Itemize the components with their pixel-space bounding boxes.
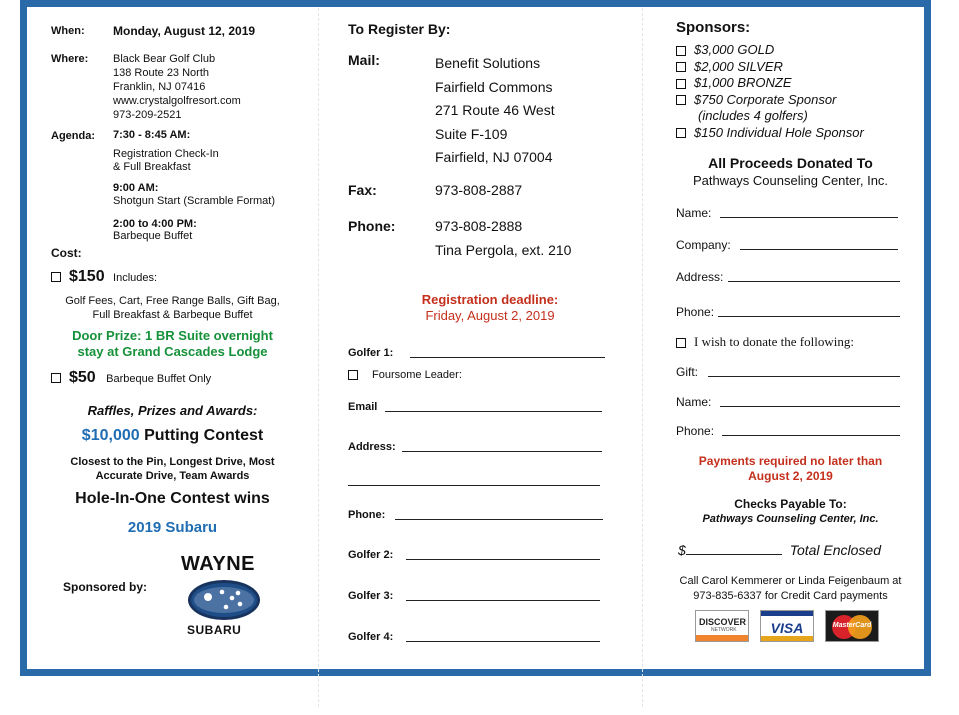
sponsor-level-label: $750 Corporate Sponsor (694, 91, 837, 107)
call-note (668, 574, 913, 604)
foursome-leader-row (348, 369, 462, 381)
venue-street: 138 Route 23 North (113, 67, 210, 79)
donor-phone-label: Phone: (676, 424, 715, 438)
address-input[interactable] (402, 451, 602, 452)
agenda-time-2: 9:00 AM: (113, 182, 159, 194)
contest-line: Accurate Drive, Team Awards (95, 470, 250, 482)
agenda-time-1: 7:30 - 8:45 AM: (113, 129, 191, 141)
golfer2-input[interactable] (406, 559, 600, 560)
donor-name-label: Name: (676, 395, 712, 409)
mail-line: Fairfield Commons (435, 78, 553, 95)
mastercard-icon (825, 610, 879, 642)
sponsor-phone-label: Phone: (676, 305, 715, 319)
donor-phone-input[interactable] (722, 435, 900, 436)
cost-50-detail: Barbeque Buffet Only (106, 373, 212, 385)
venue-city: Franklin, NJ 07416 (113, 81, 206, 93)
golfer1-input[interactable] (410, 357, 605, 358)
agenda-desc-line: Registration Check-In (113, 148, 219, 160)
corporate-note: (includes 4 golfers) (698, 108, 808, 123)
putting-label: Putting Contest (144, 427, 264, 444)
proceeds-title: All Proceeds Donated To (708, 155, 873, 171)
golfer3-input[interactable] (406, 600, 600, 601)
hole-in-one-heading: Hole-In-One Contest wins (75, 490, 270, 507)
when-label: When: (51, 25, 85, 37)
mail-address (435, 52, 555, 170)
sponsor-level-label: $3,000 GOLD (694, 42, 775, 57)
foursome-leader-label: Foursome Leader: (372, 369, 462, 381)
mail-line: Suite F-109 (435, 125, 508, 142)
email-input[interactable] (385, 411, 602, 412)
checkbox-50[interactable] (51, 373, 61, 383)
donor-name-input[interactable] (720, 406, 900, 407)
donate-row (676, 334, 854, 350)
phone-input[interactable] (395, 519, 603, 520)
payment-note-line: August 2, 2019 (748, 469, 833, 483)
checks-label: Checks Payable To: (734, 497, 847, 511)
deadline-value: Friday, August 2, 2019 (425, 308, 555, 323)
venue-name: Black Bear Golf Club (113, 53, 216, 65)
sponsors-title: Sponsors: (676, 19, 751, 36)
phone-value: 973-808-2888 (435, 218, 523, 234)
visa-card-label: VISA (770, 620, 804, 636)
sponsor-name-label: Name: (676, 206, 712, 220)
agenda-time-3: 2:00 to 4:00 PM: (113, 218, 197, 230)
sponsor-address-input[interactable] (728, 281, 900, 282)
sponsor-checkbox[interactable] (676, 62, 686, 72)
sponsored-by-label: Sponsored by: (63, 580, 148, 594)
address-label: Address: (348, 441, 396, 453)
total-amount-input[interactable] (686, 542, 782, 555)
subaru-logo-icon (186, 578, 262, 624)
mail-line: Benefit Solutions (435, 55, 541, 71)
sponsor-address-label: Address: (676, 270, 724, 284)
agenda-desc-2: Shotgun Start (Scramble Format) (113, 195, 276, 207)
mastercard-label: MasterCard (832, 622, 872, 629)
raffles-heading: Raffles, Prizes and Awards: (87, 403, 258, 418)
golfer4-input[interactable] (406, 641, 600, 642)
golfer2-label: Golfer 2: (348, 549, 394, 561)
donate-label: I wish to donate the following: (694, 334, 854, 349)
phone-contact: Tina Pergola, ext. 210 (435, 242, 572, 258)
phone-field-label: Phone: (348, 509, 386, 521)
agenda-desc-1 (113, 148, 219, 174)
sponsor-level-label: $1,000 BRONZE (694, 75, 792, 90)
foursome-leader-checkbox[interactable] (348, 370, 358, 380)
phone-label: Phone: (348, 218, 396, 234)
visa-card-icon (760, 610, 814, 642)
sponsor-hole (676, 125, 864, 142)
cost-150-detail (30, 294, 315, 322)
discover-card-label: DISCOVER (699, 617, 747, 627)
cost-150-includes: Includes: (113, 272, 158, 284)
total-enclosed-row (678, 542, 881, 558)
door-prize (30, 328, 315, 360)
subaru-logo-text: SUBARU (187, 623, 242, 637)
mail-line: 271 Route 46 West (435, 102, 555, 118)
gift-input[interactable] (708, 376, 900, 377)
cost-detail-line: Full Breakfast & Barbeque Buffet (92, 309, 253, 321)
discover-card-icon (695, 610, 749, 642)
cost-label: Cost: (51, 246, 82, 260)
cost-150-row (51, 268, 157, 286)
sponsor-checkbox[interactable] (676, 95, 686, 105)
venue-address (113, 52, 241, 122)
sponsor-corporate (676, 92, 864, 109)
golfer4-label: Golfer 4: (348, 631, 394, 643)
event-date: Monday, August 12, 2019 (113, 24, 256, 38)
agenda-desc-3: Barbeque Buffet (113, 230, 193, 242)
email-label: Email (348, 401, 378, 413)
putting-amount: $10,000 (81, 427, 140, 444)
door-prize-line: stay at Grand Cascades Lodge (77, 344, 268, 359)
sponsor-checkbox[interactable] (676, 128, 686, 138)
golfer1-label: Golfer 1: (348, 347, 394, 359)
call-note-line: Call Carol Kemmerer or Linda Feigenbaum at (679, 575, 902, 587)
sponsor-silver (676, 59, 864, 76)
checks-org: Pathways Counseling Center, Inc. (702, 513, 879, 525)
sponsor-company-input[interactable] (740, 249, 898, 250)
venue-phone: 973-209-2521 (113, 109, 182, 121)
cost-50-price: $50 (69, 369, 96, 386)
prize-car: 2019 Subaru (127, 519, 218, 536)
discover-card-sublabel: NETWORK (711, 627, 737, 633)
sponsor-checkbox[interactable] (676, 79, 686, 89)
event-details-column (30, 0, 315, 715)
sponsor-level-label: $150 Individual Hole Sponsor (694, 124, 864, 140)
sponsor-level-label: $2,000 SILVER (694, 58, 783, 74)
contest-line: Closest to the Pin, Longest Drive, Most (70, 456, 275, 468)
registration-column (340, 0, 640, 715)
sponsor-bronze (676, 75, 864, 92)
cost-detail-line: Golf Fees, Cart, Free Range Balls, Gift Bag, (65, 295, 280, 307)
sponsor-company-label: Company: (676, 238, 731, 252)
sponsor-phone-input[interactable] (718, 316, 900, 317)
venue-website[interactable]: www.crystalgolfresort.com (113, 95, 241, 107)
sponsor-checkbox[interactable] (676, 46, 686, 56)
golfer3-label: Golfer 3: (348, 590, 394, 602)
gift-label: Gift: (676, 365, 699, 379)
sponsor-gold (676, 42, 864, 59)
register-title: To Register By: (348, 21, 451, 37)
donate-checkbox[interactable] (676, 338, 686, 348)
fold-line (642, 8, 643, 707)
agenda-label: Agenda: (51, 130, 95, 142)
where-label: Where: (51, 53, 89, 65)
total-enclosed-label: Total Enclosed (789, 542, 882, 558)
dollar-sign: $ (678, 542, 686, 558)
fax-label: Fax: (348, 182, 377, 198)
payment-note-line: Payments required no later than (698, 454, 883, 468)
mail-line: Fairfield, NJ 07004 (435, 149, 553, 165)
door-prize-line: Door Prize: 1 BR Suite overnight (72, 328, 273, 343)
address-input-line-2[interactable] (348, 485, 600, 486)
proceeds-org: Pathways Counseling Center, Inc. (692, 173, 889, 188)
contest-list (30, 455, 315, 483)
cost-150-price: $150 (69, 268, 105, 285)
sponsors-column (668, 0, 923, 715)
putting-contest (30, 427, 315, 445)
checkbox-150[interactable] (51, 272, 61, 282)
fold-line (318, 8, 319, 707)
wayne-logo-text: WAYNE (181, 553, 256, 575)
cost-50-row (51, 369, 211, 387)
payment-note (668, 454, 913, 484)
call-note-line: 973-835-6337 for Credit Card payments (693, 590, 888, 602)
sponsor-levels (676, 42, 864, 141)
agenda-desc-line: & Full Breakfast (113, 161, 191, 173)
deadline-label: Registration deadline: (421, 292, 559, 307)
sponsor-name-input[interactable] (720, 217, 898, 218)
mail-label: Mail: (348, 52, 380, 68)
fax-value: 973-808-2887 (435, 182, 523, 198)
